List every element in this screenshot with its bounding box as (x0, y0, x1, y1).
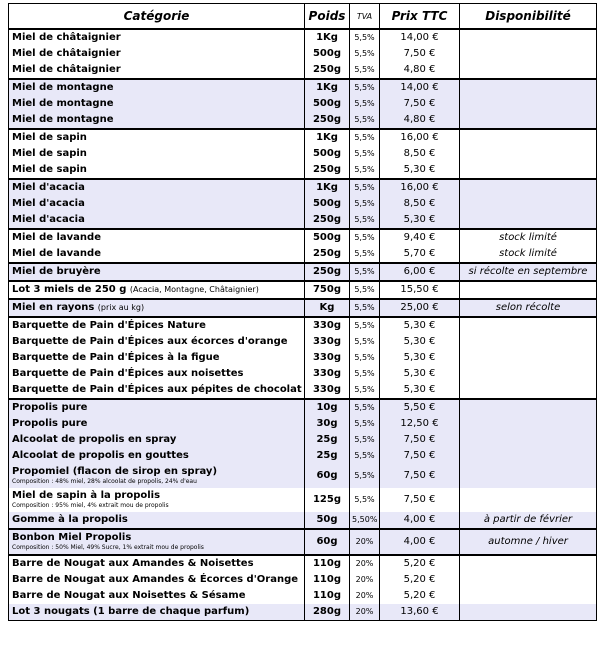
cell-tva: 5,5% (350, 350, 380, 366)
product-composition: Composition : 48% miel, 28% alcoolat de propolis, 24% d'eau (12, 478, 197, 485)
table-row (9, 448, 597, 464)
cell-categorie (9, 179, 305, 196)
cell-categorie (9, 432, 305, 448)
cell-tva: 5,5% (350, 162, 380, 179)
cell-dispo (460, 317, 597, 334)
cell-dispo (460, 79, 597, 96)
table-row (9, 129, 597, 146)
cell-dispo (460, 604, 597, 621)
table-row (9, 350, 597, 366)
table-row (9, 29, 597, 46)
cell-tva: 5,5% (350, 299, 380, 317)
cell-poids: 1Kg (305, 79, 350, 96)
cell-tva: 5,5% (350, 263, 380, 281)
product-name: Miel de sapin (12, 132, 87, 143)
cell-prix: 4,00 € (380, 529, 460, 555)
table-row (9, 399, 597, 416)
cell-categorie (9, 246, 305, 263)
cell-categorie (9, 299, 305, 317)
cell-prix: 4,80 € (380, 112, 460, 129)
product-name: Miel de sapin (12, 164, 87, 175)
product-name: Miel de montagne (12, 114, 114, 125)
cell-dispo (460, 334, 597, 350)
table-row (9, 529, 597, 555)
product-name: Miel d'acacia (12, 214, 85, 225)
table-row (9, 317, 597, 334)
product-name: Barquette de Pain d'Épices Nature (12, 320, 206, 331)
table-row (9, 512, 597, 529)
cell-categorie (9, 399, 305, 416)
table-row (9, 588, 597, 604)
cell-poids: 330g (305, 317, 350, 334)
cell-tva: 20% (350, 604, 380, 621)
cell-prix: 5,30 € (380, 350, 460, 366)
cell-tva: 5,5% (350, 212, 380, 229)
cell-prix: 7,50 € (380, 96, 460, 112)
table-row (9, 299, 597, 317)
cell-categorie (9, 96, 305, 112)
cell-prix: 7,50 € (380, 488, 460, 512)
table-row (9, 604, 597, 621)
cell-tva: 5,5% (350, 334, 380, 350)
cell-categorie (9, 488, 305, 512)
cell-dispo (460, 366, 597, 382)
cell-tva: 5,5% (350, 179, 380, 196)
cell-poids: 500g (305, 46, 350, 62)
product-name: Miel d'acacia (12, 182, 85, 193)
cell-poids: 50g (305, 512, 350, 529)
product-name: Barre de Nougat aux Amandes & Écorces d'Orange (12, 574, 299, 585)
product-name: Miel de sapin à la propolis (12, 490, 161, 501)
product-name: Barquette de Pain d'Épices aux écorces d'orange (12, 336, 288, 347)
cell-categorie (9, 512, 305, 529)
cell-prix: 5,20 € (380, 555, 460, 572)
cell-poids: 330g (305, 350, 350, 366)
table-row (9, 488, 597, 512)
cell-prix: 9,40 € (380, 229, 460, 246)
table-row (9, 246, 597, 263)
cell-tva: 5,5% (350, 382, 380, 399)
cell-prix: 15,50 € (380, 281, 460, 299)
cell-poids: 250g (305, 162, 350, 179)
cell-tva: 20% (350, 588, 380, 604)
cell-tva: 5,5% (350, 46, 380, 62)
cell-prix: 5,30 € (380, 317, 460, 334)
price-list (8, 3, 596, 621)
cell-poids: 280g (305, 604, 350, 621)
cell-categorie (9, 79, 305, 96)
product-name: Lot 3 nougats (1 barre de chaque parfum) (12, 606, 250, 617)
cell-prix: 5,20 € (380, 572, 460, 588)
cell-poids: 250g (305, 62, 350, 79)
cell-dispo: si récolte en septembre (460, 263, 597, 281)
table-row (9, 464, 597, 488)
cell-prix: 12,50 € (380, 416, 460, 432)
cell-categorie (9, 416, 305, 432)
table-row (9, 416, 597, 432)
cell-categorie (9, 129, 305, 146)
cell-tva: 5,5% (350, 146, 380, 162)
cell-dispo (460, 464, 597, 488)
product-name: Miel de châtaignier (12, 48, 121, 59)
table-row (9, 46, 597, 62)
cell-poids: 500g (305, 196, 350, 212)
cell-dispo (460, 432, 597, 448)
product-name: Miel de lavande (12, 232, 101, 243)
cell-tva: 5,5% (350, 488, 380, 512)
cell-tva: 5,5% (350, 96, 380, 112)
table-row (9, 112, 597, 129)
cell-tva: 5,5% (350, 281, 380, 299)
cell-dispo (460, 129, 597, 146)
cell-dispo (460, 572, 597, 588)
product-name: Miel de montagne (12, 82, 114, 93)
cell-prix: 5,30 € (380, 382, 460, 399)
product-name: Propolis pure (12, 402, 88, 413)
cell-categorie (9, 46, 305, 62)
cell-tva: 5,5% (350, 229, 380, 246)
table-body (9, 29, 597, 621)
cell-poids: 250g (305, 263, 350, 281)
table-row (9, 196, 597, 212)
cell-dispo (460, 29, 597, 46)
cell-prix: 5,20 € (380, 588, 460, 604)
table-row (9, 229, 597, 246)
cell-categorie (9, 196, 305, 212)
cell-dispo (460, 382, 597, 399)
product-name: Propolis pure (12, 418, 88, 429)
product-name: Miel de bruyère (12, 266, 101, 277)
product-name: Barre de Nougat aux Amandes & Noisettes (12, 558, 254, 569)
cell-dispo (460, 448, 597, 464)
cell-categorie (9, 334, 305, 350)
header-row (9, 4, 597, 30)
cell-poids: 250g (305, 112, 350, 129)
header-dispo: Disponibilité (460, 4, 597, 30)
cell-prix: 16,00 € (380, 129, 460, 146)
cell-tva: 20% (350, 572, 380, 588)
cell-dispo (460, 96, 597, 112)
table-row (9, 212, 597, 229)
cell-dispo (460, 350, 597, 366)
cell-poids: 1Kg (305, 179, 350, 196)
cell-tva: 5,5% (350, 317, 380, 334)
cell-poids: 125g (305, 488, 350, 512)
cell-categorie (9, 366, 305, 382)
table-row (9, 179, 597, 196)
header-tva: TVA (350, 4, 380, 30)
cell-prix: 4,00 € (380, 512, 460, 529)
product-name: Miel de lavande (12, 248, 101, 259)
cell-poids: 10g (305, 399, 350, 416)
cell-categorie (9, 382, 305, 399)
cell-dispo: selon récolte (460, 299, 597, 317)
table-row (9, 62, 597, 79)
cell-categorie (9, 464, 305, 488)
cell-tva: 5,5% (350, 112, 380, 129)
cell-categorie (9, 317, 305, 334)
table-row (9, 281, 597, 299)
product-name: Bonbon Miel Propolis (12, 532, 132, 543)
cell-prix: 7,50 € (380, 46, 460, 62)
cell-poids: Kg (305, 299, 350, 317)
product-name: Miel d'acacia (12, 198, 85, 209)
cell-prix: 14,00 € (380, 29, 460, 46)
cell-poids: 1Kg (305, 29, 350, 46)
product-note: (Acacia, Montagne, Châtaignier) (129, 285, 259, 294)
cell-prix: 7,50 € (380, 432, 460, 448)
cell-tva: 20% (350, 555, 380, 572)
cell-tva: 5,5% (350, 464, 380, 488)
cell-dispo: à partir de février (460, 512, 597, 529)
product-name: Barre de Nougat aux Noisettes & Sésame (12, 590, 246, 601)
product-composition: Composition : 50% Miel, 49% Sucre, 1% extrait mou de propolis (12, 544, 204, 551)
cell-prix: 6,00 € (380, 263, 460, 281)
cell-prix: 5,70 € (380, 246, 460, 263)
cell-categorie (9, 229, 305, 246)
table-row (9, 382, 597, 399)
product-name: Alcoolat de propolis en spray (12, 434, 177, 445)
product-name: Barquette de Pain d'Épices aux noisettes (12, 368, 244, 379)
table-row (9, 146, 597, 162)
cell-prix: 5,30 € (380, 212, 460, 229)
product-name: Miel de châtaignier (12, 32, 121, 43)
cell-categorie (9, 162, 305, 179)
cell-categorie (9, 604, 305, 621)
product-name: Lot 3 miels de 250 g (12, 284, 127, 295)
product-name: Miel de montagne (12, 98, 114, 109)
cell-categorie (9, 350, 305, 366)
cell-prix: 25,00 € (380, 299, 460, 317)
cell-tva: 5,5% (350, 448, 380, 464)
cell-poids: 25g (305, 432, 350, 448)
cell-tva: 5,5% (350, 246, 380, 263)
cell-poids: 250g (305, 212, 350, 229)
cell-categorie (9, 529, 305, 555)
cell-tva: 20% (350, 529, 380, 555)
cell-tva: 5,5% (350, 416, 380, 432)
cell-categorie (9, 212, 305, 229)
cell-poids: 250g (305, 246, 350, 263)
cell-prix: 5,30 € (380, 334, 460, 350)
cell-poids: 60g (305, 464, 350, 488)
product-composition: Composition : 95% miel, 4% extrait mou de propolis (12, 502, 169, 509)
cell-dispo: stock limité (460, 246, 597, 263)
table-row (9, 555, 597, 572)
cell-dispo (460, 555, 597, 572)
cell-poids: 60g (305, 529, 350, 555)
cell-tva: 5,5% (350, 366, 380, 382)
cell-dispo (460, 416, 597, 432)
cell-dispo (460, 196, 597, 212)
cell-dispo (460, 281, 597, 299)
table-row (9, 162, 597, 179)
cell-prix: 5,30 € (380, 162, 460, 179)
cell-dispo (460, 179, 597, 196)
cell-poids: 330g (305, 382, 350, 399)
cell-prix: 13,60 € (380, 604, 460, 621)
cell-poids: 330g (305, 366, 350, 382)
cell-categorie (9, 572, 305, 588)
cell-poids: 110g (305, 588, 350, 604)
cell-dispo (460, 399, 597, 416)
cell-poids: 330g (305, 334, 350, 350)
cell-categorie (9, 29, 305, 46)
cell-categorie (9, 588, 305, 604)
product-name: Miel en rayons (12, 302, 95, 313)
product-name: Miel de châtaignier (12, 64, 121, 75)
cell-categorie (9, 146, 305, 162)
cell-prix: 14,00 € (380, 79, 460, 96)
product-name: Miel de sapin (12, 148, 87, 159)
header-prix: Prix TTC (380, 4, 460, 30)
cell-dispo (460, 488, 597, 512)
cell-prix: 7,50 € (380, 448, 460, 464)
cell-poids: 110g (305, 572, 350, 588)
cell-poids: 500g (305, 96, 350, 112)
cell-tva: 5,5% (350, 62, 380, 79)
cell-categorie (9, 112, 305, 129)
cell-poids: 30g (305, 416, 350, 432)
cell-tva: 5,5% (350, 79, 380, 96)
product-name: Gomme à la propolis (12, 514, 128, 525)
cell-dispo (460, 162, 597, 179)
table-row (9, 96, 597, 112)
cell-prix: 16,00 € (380, 179, 460, 196)
cell-dispo (460, 146, 597, 162)
cell-tva: 5,5% (350, 29, 380, 46)
cell-tva: 5,5% (350, 196, 380, 212)
product-name: Barquette de Pain d'Épices aux pépites de chocolat (12, 384, 302, 395)
header-poids: Poids (305, 4, 350, 30)
table-row (9, 263, 597, 281)
cell-categorie (9, 263, 305, 281)
cell-tva: 5,5% (350, 399, 380, 416)
cell-dispo (460, 46, 597, 62)
cell-dispo (460, 212, 597, 229)
product-name: Barquette de Pain d'Épices à la figue (12, 352, 220, 363)
price-table (8, 3, 597, 621)
cell-poids: 500g (305, 229, 350, 246)
cell-dispo (460, 62, 597, 79)
product-name: Alcoolat de propolis en gouttes (12, 450, 189, 461)
cell-poids: 1Kg (305, 129, 350, 146)
cell-categorie (9, 62, 305, 79)
cell-tva: 5,5% (350, 432, 380, 448)
cell-tva: 5,50% (350, 512, 380, 529)
cell-categorie (9, 555, 305, 572)
cell-poids: 110g (305, 555, 350, 572)
table-row (9, 572, 597, 588)
cell-prix: 8,50 € (380, 196, 460, 212)
header-categorie: Catégorie (9, 4, 305, 30)
cell-tva: 5,5% (350, 129, 380, 146)
cell-categorie (9, 448, 305, 464)
cell-dispo (460, 112, 597, 129)
cell-prix: 5,50 € (380, 399, 460, 416)
cell-poids: 500g (305, 146, 350, 162)
product-note: (prix au kg) (97, 303, 145, 312)
cell-categorie (9, 281, 305, 299)
table-row (9, 366, 597, 382)
table-row (9, 79, 597, 96)
cell-prix: 7,50 € (380, 464, 460, 488)
table-row (9, 432, 597, 448)
cell-prix: 5,30 € (380, 366, 460, 382)
cell-prix: 8,50 € (380, 146, 460, 162)
cell-dispo: stock limité (460, 229, 597, 246)
product-name: Propomiel (flacon de sirop en spray) (12, 466, 218, 477)
cell-poids: 750g (305, 281, 350, 299)
cell-dispo (460, 588, 597, 604)
cell-poids: 25g (305, 448, 350, 464)
cell-prix: 4,80 € (380, 62, 460, 79)
cell-dispo: automne / hiver (460, 529, 597, 555)
table-row (9, 334, 597, 350)
